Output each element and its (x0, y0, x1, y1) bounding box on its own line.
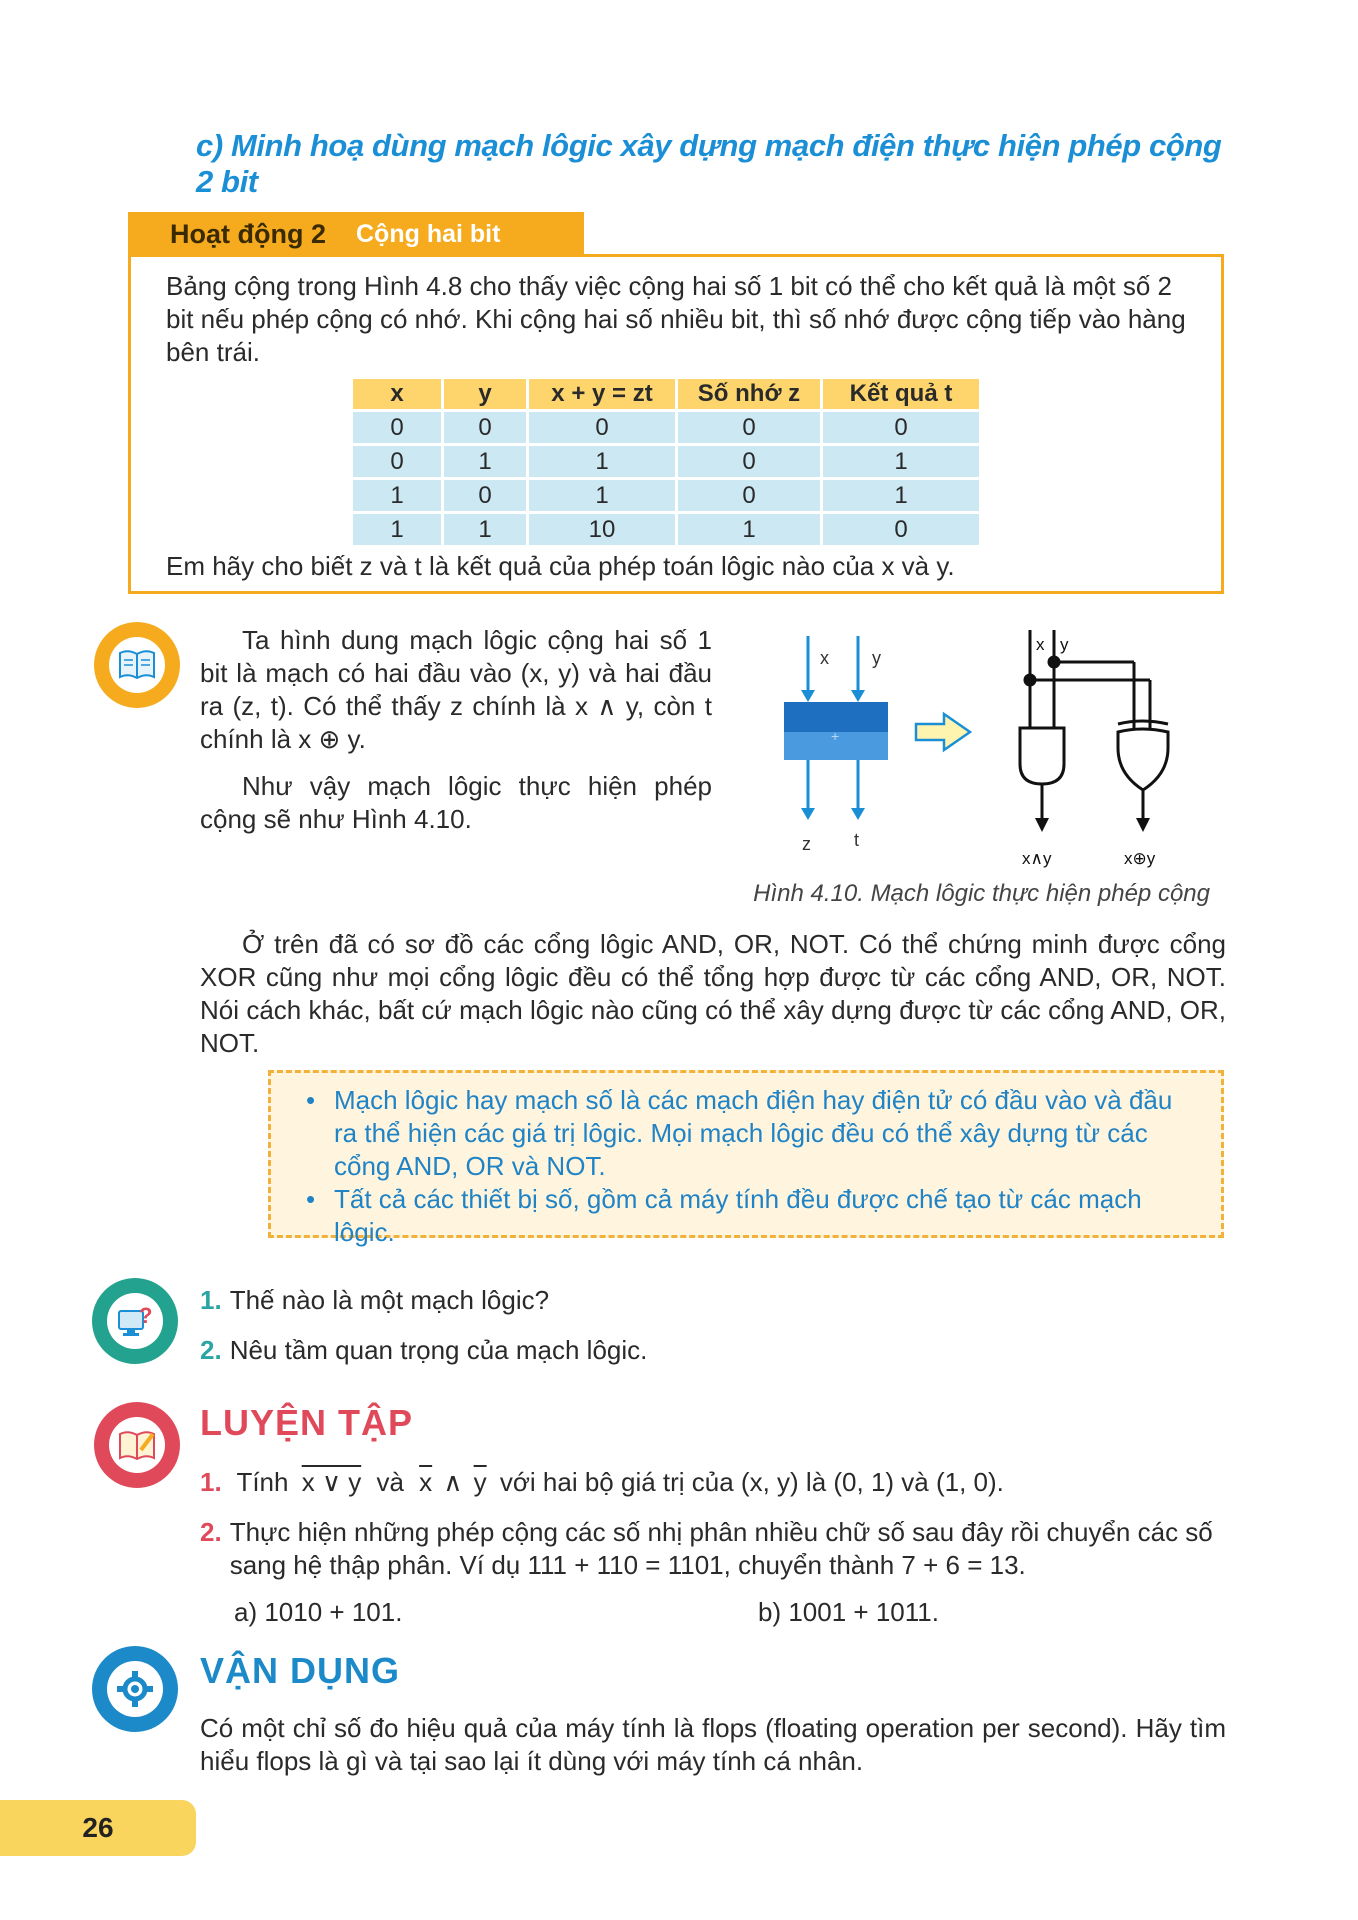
table-cell: 1 (822, 445, 981, 479)
table-header: Kết quả t (822, 378, 981, 411)
apply-heading: VẬN DỤNG (200, 1650, 401, 1691)
table-cell: 0 (677, 479, 822, 513)
open-book-icon (118, 649, 156, 681)
table-cell: 1 (822, 479, 981, 513)
practice-heading: LUYỆN TẬP (200, 1402, 414, 1443)
addition-table (350, 376, 982, 548)
explanation-text (200, 624, 712, 836)
page-number: 26 (0, 1800, 196, 1856)
practice-item-1-post: với hai bộ giá trị của (x, y) là (0, 1) và (1, 0). (499, 1467, 1004, 1497)
section-title: c) Minh hoạ dùng mạch lôgic xây dựng mạch điện thực hiện phép cộng 2 bit (196, 128, 1222, 199)
circuit-input-x-label: x (1036, 635, 1045, 654)
practice-item-1 (200, 1466, 1004, 1499)
activity-name: Cộng hai bit (356, 219, 501, 248)
table-header: x + y = zt (528, 378, 677, 411)
table-row (352, 513, 981, 547)
table-row (352, 479, 981, 513)
and-gate-icon (1020, 728, 1064, 784)
expr-not-x-or-y: x ∨ y (301, 1467, 362, 1497)
table-cell: 0 (352, 411, 443, 445)
table-cell: 1 (352, 513, 443, 547)
table-cell: 1 (528, 479, 677, 513)
block-input-y-label: y (872, 648, 881, 668)
table-cell: 0 (822, 513, 981, 547)
xor-output-label: x⊕y (1124, 849, 1156, 868)
body-paragraph-text: Ở trên đã có sơ đồ các cổng lôgic AND, OR, NOT. Có thể chứng minh được cổng XOR cũng như mọi cổng lôgic đều có thể tổng hợp được từ các cổng AND, OR, NOT. Nói cách khác, bất cứ mạch lôgic nào cũng có thể xây dựng được từ các cổng AND, OR, NOT. (200, 929, 1226, 1058)
note-item: • Mạch lôgic hay mạch số là các mạch điện hay điện tử có đầu vào và đầu ra thể hiện các giá trị lôgic. Mọi mạch lôgic đều có thể xây dựng từ các cổng AND, OR và NOT. (300, 1084, 1200, 1183)
transform-arrow-icon (916, 714, 970, 750)
svg-text:?: ? (139, 1303, 153, 1328)
note-list (300, 1084, 1200, 1249)
table-cell: 1 (677, 513, 822, 547)
explanation-p2: Như vậy mạch lôgic thực hiện phép cộng sẽ như Hình 4.10. (200, 771, 712, 834)
figure-caption: Hình 4.10. Mạch lôgic thực hiện phép cộng (753, 880, 1210, 907)
expr-x-bar: $\overline{x}$ (419, 1467, 433, 1497)
table-cell: 1 (443, 513, 528, 547)
table-cell: 1 (352, 479, 443, 513)
activity-label: Hoạt động 2 (170, 218, 326, 249)
question-2 (200, 1334, 647, 1367)
practice-item-2a: a) 1010 + 101. (234, 1597, 403, 1627)
and-output-label: x∧y (1022, 849, 1052, 868)
figure-adder-circuit (730, 628, 1210, 878)
gear-icon (115, 1669, 155, 1709)
activity-intro: Bảng cộng trong Hình 4.8 cho thấy việc cộng hai số 1 bit có thể cho kết quả là một số 2 bit nếu phép cộng có nhớ. Khi cộng hai số nhiều bit, thì số nhớ được cộng tiếp vào hàng bên trái. (166, 271, 1186, 367)
xor-gate-icon (1118, 729, 1168, 790)
question-1 (200, 1284, 549, 1317)
table-cell: 0 (443, 411, 528, 445)
table-cell: 0 (528, 411, 677, 445)
book-icon (94, 622, 180, 708)
table-cell: 0 (677, 445, 822, 479)
practice-number: 1. (200, 1467, 222, 1497)
body-paragraph (200, 928, 1226, 1060)
activity-tab (128, 212, 584, 256)
table-header: x (352, 378, 443, 411)
question-text: Thế nào là một mạch lôgic? (229, 1285, 550, 1315)
practice-item-2b: b) 1001 + 1011. (758, 1597, 939, 1627)
block-input-x-label: x (820, 648, 829, 668)
notebook-pencil-icon (117, 1428, 157, 1462)
table-cell: 0 (352, 445, 443, 479)
adder-plus-label: + (831, 728, 840, 744)
question-icon (92, 1278, 178, 1364)
circuit-input-y-label: y (1060, 635, 1069, 654)
block-output-z-label: z (802, 834, 811, 854)
table-row (352, 411, 981, 445)
practice-icon (94, 1402, 180, 1488)
question-number: 2. (200, 1335, 222, 1365)
table-cell: 1 (528, 445, 677, 479)
table-header: Số nhớ z (677, 378, 822, 411)
table-cell: 10 (528, 513, 677, 547)
table-header: y (443, 378, 528, 411)
practice-item-1-mid: và (376, 1467, 404, 1497)
table-cell: 1 (443, 445, 528, 479)
apply-icon (92, 1646, 178, 1732)
expr-y-bar: $\overline{y}$ (473, 1467, 487, 1497)
table-cell: 0 (822, 411, 981, 445)
block-output-t-label: t (854, 830, 860, 850)
computer-question-icon (115, 1301, 155, 1341)
practice-number: 2. (200, 1517, 222, 1547)
question-number: 1. (200, 1285, 222, 1315)
table-row (352, 445, 981, 479)
expr-and: ∧ (443, 1467, 463, 1497)
activity-question: Em hãy cho biết z và t là kết quả của phép toán lôgic nào của x và y. (166, 551, 955, 581)
practice-item-2-text: Thực hiện những phép cộng các số nhị phân nhiều chữ số sau đây rồi chuyển các số sang hệ thập phân. Ví dụ 111 + 110 = 1101, chuyển thành 7 + 6 = 13. (229, 1517, 1213, 1580)
note-item: • Tất cả các thiết bị số, gồm cả máy tính đều được chế tạo từ các mạch lôgic. (300, 1183, 1200, 1249)
practice-item-1-pre: Tính (236, 1467, 289, 1497)
table-cell: 0 (677, 411, 822, 445)
adder-block-diagram (784, 636, 888, 854)
gate-circuit (1020, 630, 1168, 824)
table-cell: 0 (443, 479, 528, 513)
apply-text: Có một chỉ số đo hiệu quả của máy tính là flops (floating operation per second). Hãy tìm hiểu flops là gì và tại sao lại ít dùng với máy tính cá nhân. (200, 1713, 1226, 1776)
table-header-row (352, 378, 981, 411)
practice-item-2 (200, 1516, 1230, 1582)
explanation-p1: Ta hình dung mạch lôgic cộng hai số 1 bit là mạch có hai đầu vào (x, y) và hai đầu ra (z, t). Có thể thấy z chính là x ∧ y, còn t chính là x ⊕ y. (200, 625, 712, 754)
question-text: Nêu tầm quan trọng của mạch lôgic. (229, 1335, 648, 1365)
